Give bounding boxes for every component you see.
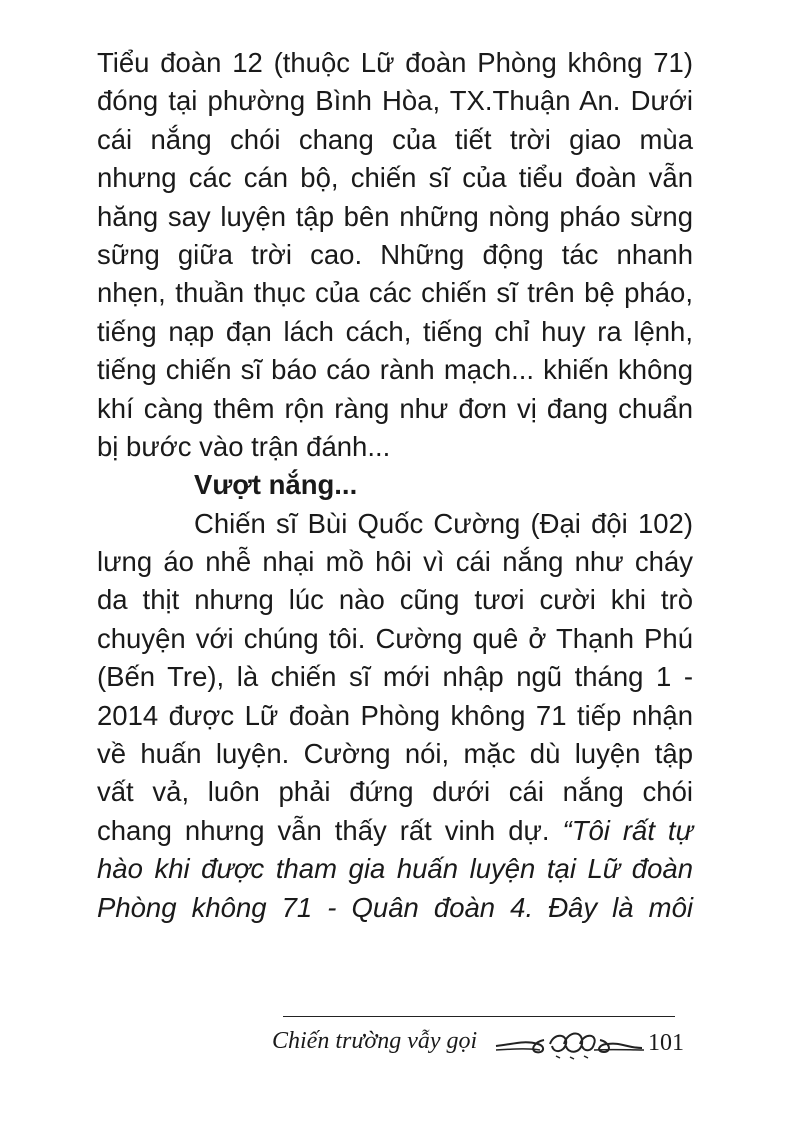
- text-line: nhưng các cán bộ, chiến sĩ của tiểu đoàn vẫn: [97, 162, 693, 194]
- text-line: Chiến sĩ Bùi Quốc Cường (Đại đội 102): [194, 507, 693, 539]
- book-title: Chiến trường vẫy gọi: [272, 1028, 478, 1054]
- text-line: Tiểu đoàn 12 (thuộc Lữ đoàn Phòng không 71): [97, 47, 693, 78]
- text-line: lưng áo nhễ nhại mồ hôi vì cái nắng như cháy: [97, 546, 693, 578]
- text-line: vất vả, luôn phải đứng dưới cái nắng chói: [97, 776, 693, 808]
- body-text: [97, 44, 693, 927]
- text-line: đóng tại phường Bình Hòa, TX.Thuận An. Dưới: [97, 85, 693, 117]
- section-heading: Vượt nắng...: [194, 469, 358, 501]
- text-line: cái nắng chói chang của tiết trời giao mùa: [97, 123, 693, 155]
- text-line: khí càng thêm rộn ràng như đơn vị đang chuẩn: [97, 392, 693, 424]
- text-line: nhẹn, thuần thục của các chiến sĩ trên bệ pháo,: [97, 277, 693, 309]
- page-number: 101: [648, 1030, 684, 1056]
- text-line: về huấn luyện. Cường nói, mặc dù luyện tập: [97, 738, 693, 770]
- decorative-flourish-icon: [494, 1026, 654, 1062]
- text-line: (Bến Tre), là chiến sĩ mới nhập ngũ tháng 1 -: [97, 661, 693, 693]
- footer-divider: [283, 1016, 675, 1017]
- text-line: tiếng chiến sĩ báo cáo rành mạch... khiến không: [97, 354, 693, 386]
- quote-segment: “Tôi rất tự: [562, 814, 693, 846]
- text-line: bị bước vào trận đánh...: [97, 430, 391, 462]
- quote-line: hào khi được tham gia huấn luyện tại Lữ đoàn: [97, 853, 693, 885]
- text-line: 2014 được Lữ đoàn Phòng không 71 tiếp nhận: [97, 699, 693, 731]
- text-line: da thịt nhưng lúc nào cũng tươi cười khi trò: [97, 584, 693, 616]
- text-line-mixed: [97, 812, 693, 850]
- text-line: chuyện với chúng tôi. Cường quê ở Thạnh Phú: [97, 622, 693, 654]
- text-line: tiếng nạp đạn lách cách, tiếng chỉ huy ra lệnh,: [97, 315, 693, 347]
- text-line: sững giữa trời cao. Những động tác nhanh: [97, 238, 693, 270]
- text-line: hăng say luyện tập bên những nòng pháo sừng: [97, 200, 693, 232]
- page-footer: [272, 1024, 692, 1064]
- quote-line: Phòng không 71 - Quân đoàn 4. Đây là môi: [97, 891, 693, 923]
- text-segment: chang nhưng vẫn thấy rất vinh dự.: [97, 814, 563, 846]
